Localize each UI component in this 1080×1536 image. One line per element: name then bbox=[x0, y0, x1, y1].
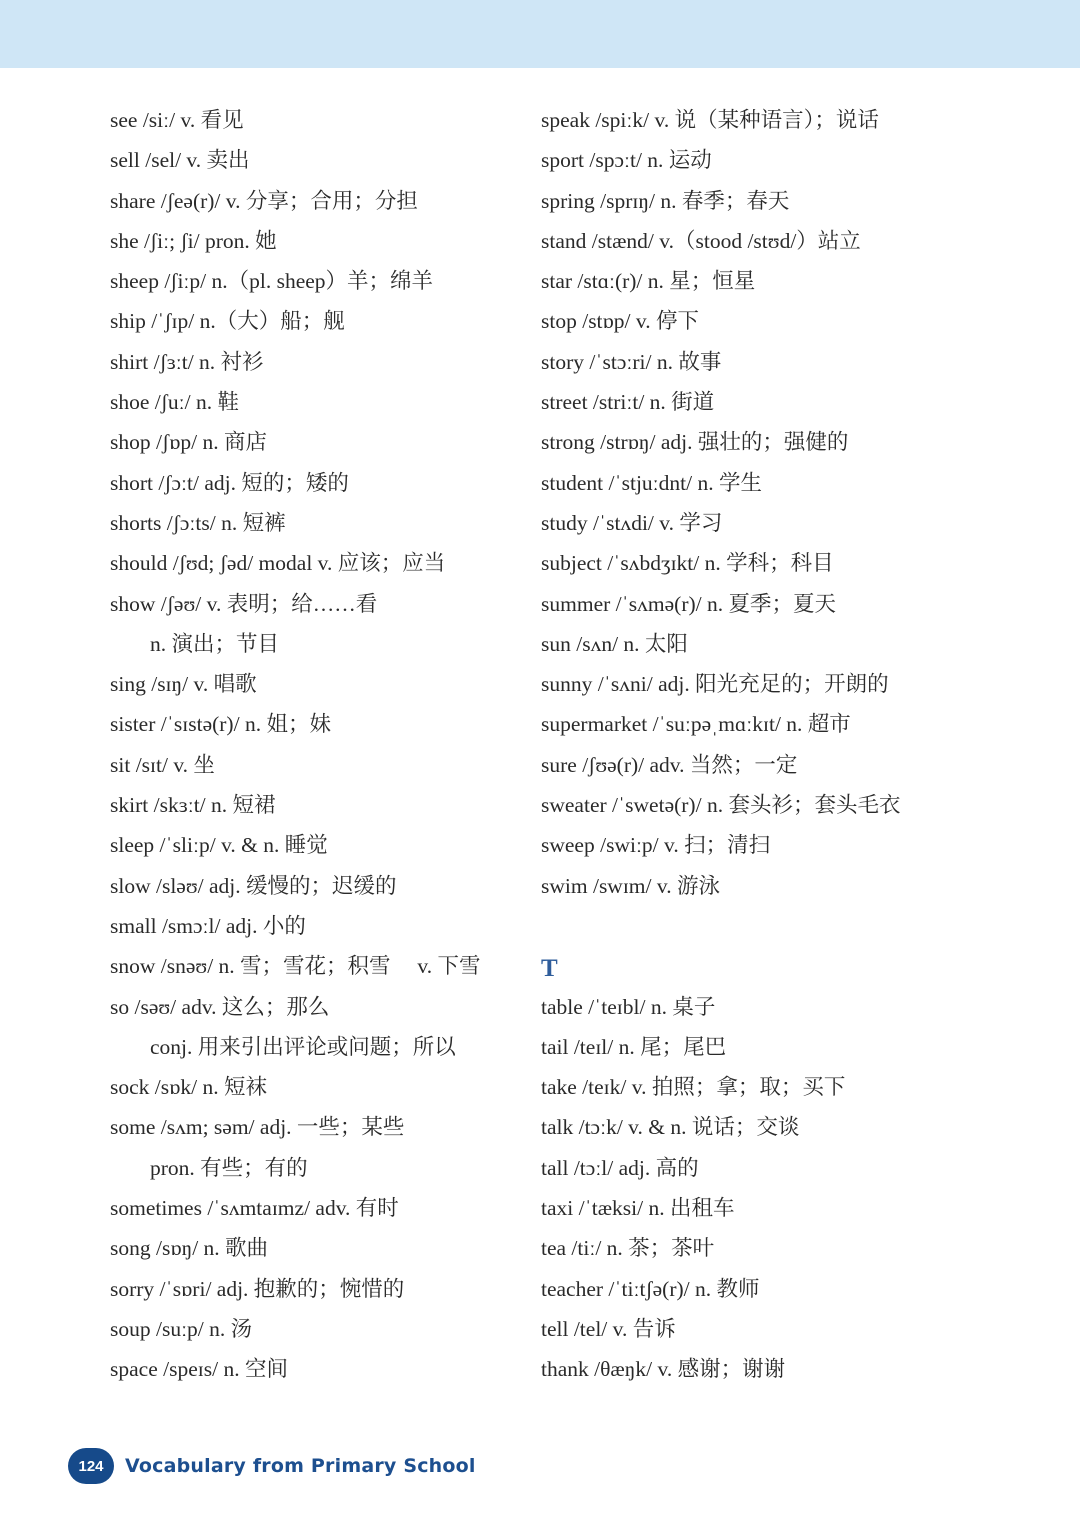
entry-skirt: skirt /skɜːt/ n. 短裙 bbox=[110, 793, 276, 818]
entry-sometimes: sometimes /ˈsʌmtaɪmz/ adv. 有时 bbox=[110, 1196, 399, 1221]
entry-shop: shop /ʃɒp/ n. 商店 bbox=[110, 430, 267, 455]
entry-sell: sell /sel/ v. 卖出 bbox=[110, 148, 250, 173]
header-band bbox=[0, 0, 1080, 68]
entry-sorry: sorry /ˈsɒri/ adj. 抱歉的；惋惜的 bbox=[110, 1276, 405, 1301]
entry-shirt: shirt /ʃɜːt/ n. 衬衫 bbox=[110, 349, 264, 374]
entry-street: street /striːt/ n. 街道 bbox=[541, 390, 715, 415]
entry-shoe: shoe /ʃuː/ n. 鞋 bbox=[110, 390, 239, 415]
entry-tail: tail /teɪl/ n. 尾；尾巴 bbox=[541, 1034, 727, 1059]
page-footer bbox=[68, 1446, 476, 1486]
entry-sweep: sweep /swiːp/ v. 扫；清扫 bbox=[541, 833, 771, 858]
entry-sun: sun /sʌn/ n. 太阳 bbox=[541, 631, 688, 656]
section-spacer bbox=[541, 906, 981, 946]
entry-show: show /ʃəʊ/ v. 表明；给……看 bbox=[110, 591, 378, 616]
entry-so: so /səʊ/ adv. 这么；那么 bbox=[110, 994, 330, 1019]
footer-title: Vocabulary from Primary School bbox=[125, 1455, 476, 1477]
entry-slow: slow /sləʊ/ adj. 缓慢的；迟缓的 bbox=[110, 873, 397, 898]
entry-swim: swim /swɪm/ v. 游泳 bbox=[541, 873, 720, 898]
entry-sport: sport /spɔːt/ n. 运动 bbox=[541, 148, 712, 173]
entry-song: song /sɒŋ/ n. 歌曲 bbox=[110, 1236, 269, 1261]
entry-short: short /ʃɔːt/ adj. 短的；矮的 bbox=[110, 470, 349, 495]
entry-subject: subject /ˈsʌbdʒɪkt/ n. 学科；科目 bbox=[541, 551, 834, 576]
entry-thank: thank /θæŋk/ v. 感谢；谢谢 bbox=[541, 1357, 786, 1382]
entry-spring: spring /sprɪŋ/ n. 春季；春天 bbox=[541, 188, 790, 213]
entry-show-noun: n. 演出；节目 bbox=[150, 631, 280, 656]
entry-some: some /sʌm; səm/ adj. 一些；某些 bbox=[110, 1115, 405, 1140]
entry-speak: speak /spiːk/ v. 说（某种语言）；说话 bbox=[541, 108, 879, 132]
entry-story: story /ˈstɔːri/ n. 故事 bbox=[541, 349, 722, 374]
entry-share: share /ʃeə(r)/ v. 分享；合用；分担 bbox=[110, 188, 418, 213]
right-column bbox=[541, 100, 981, 1390]
entry-small: small /smɔːl/ adj. 小的 bbox=[110, 913, 306, 938]
entry-star: star /stɑː(r)/ n. 星；恒星 bbox=[541, 269, 756, 294]
entry-talk: talk /tɔːk/ v. & n. 说话；交谈 bbox=[541, 1115, 800, 1140]
entry-so-conj: conj. 用来引出评论或问题；所以 bbox=[150, 1034, 456, 1059]
entry-take: take /teɪk/ v. 拍照；拿；取；买下 bbox=[541, 1075, 846, 1100]
entry-tell: tell /tel/ v. 告诉 bbox=[541, 1316, 676, 1341]
entry-should: should /ʃʊd; ʃəd/ modal v. 应该；应当 bbox=[110, 551, 446, 576]
entry-sheep: sheep /ʃiːp/ n.（pl. sheep）羊；绵羊 bbox=[110, 269, 434, 294]
entry-sure: sure /ʃʊə(r)/ adv. 当然；一定 bbox=[541, 752, 798, 777]
entry-sister: sister /ˈsɪstə(r)/ n. 姐；妹 bbox=[110, 712, 331, 737]
entry-tall: tall /tɔːl/ adj. 高的 bbox=[541, 1155, 699, 1180]
entry-study: study /ˈstʌdi/ v. 学习 bbox=[541, 510, 723, 535]
entry-taxi: taxi /ˈtæksi/ n. 出租车 bbox=[541, 1196, 735, 1221]
entry-supermarket: supermarket /ˈsuːpəˌmɑːkɪt/ n. 超市 bbox=[541, 712, 851, 737]
entry-sunny: sunny /ˈsʌni/ adj. 阳光充足的；开朗的 bbox=[541, 672, 889, 697]
entry-strong: strong /strɒŋ/ adj. 强壮的；强健的 bbox=[541, 430, 849, 455]
entry-tea: tea /tiː/ n. 茶；茶叶 bbox=[541, 1236, 715, 1261]
entry-summer: summer /ˈsʌmə(r)/ n. 夏季；夏天 bbox=[541, 591, 836, 616]
entry-sit: sit /sɪt/ v. 坐 bbox=[110, 752, 215, 777]
entry-some-pron: pron. 有些；有的 bbox=[150, 1155, 308, 1180]
entry-space: space /speɪs/ n. 空间 bbox=[110, 1357, 288, 1382]
entry-teacher: teacher /ˈtiːtʃə(r)/ n. 教师 bbox=[541, 1276, 760, 1301]
entry-sing: sing /sɪŋ/ v. 唱歌 bbox=[110, 672, 257, 697]
page-number-badge: 124 bbox=[68, 1448, 114, 1484]
entry-shorts: shorts /ʃɔːts/ n. 短裤 bbox=[110, 510, 286, 535]
entry-see: see /siː/ v. 看见 bbox=[110, 108, 244, 132]
left-column bbox=[110, 100, 550, 1390]
entry-stand: stand /stænd/ v.（stood /stʊd/）站立 bbox=[541, 228, 861, 253]
entry-sweater: sweater /ˈswetə(r)/ n. 套头衫；套头毛衣 bbox=[541, 793, 901, 818]
entry-soup: soup /suːp/ n. 汤 bbox=[110, 1316, 253, 1341]
entry-table: table /ˈteɪbl/ n. 桌子 bbox=[541, 994, 716, 1019]
entry-she: she /ʃiː; ʃi/ pron. 她 bbox=[110, 228, 277, 253]
entry-student: student /ˈstjuːdnt/ n. 学生 bbox=[541, 470, 762, 495]
entry-sock: sock /sɒk/ n. 短袜 bbox=[110, 1075, 267, 1100]
entry-stop: stop /stɒp/ v. 停下 bbox=[541, 309, 699, 334]
section-heading-t: T bbox=[541, 955, 558, 983]
entry-sleep: sleep /ˈsliːp/ v. & n. 睡觉 bbox=[110, 833, 328, 858]
entry-snow: snow /snəʊ/ n. 雪；雪花；积雪 v. 下雪 bbox=[110, 954, 481, 979]
entry-ship: ship /ˈʃɪp/ n.（大）船；舰 bbox=[110, 309, 345, 334]
